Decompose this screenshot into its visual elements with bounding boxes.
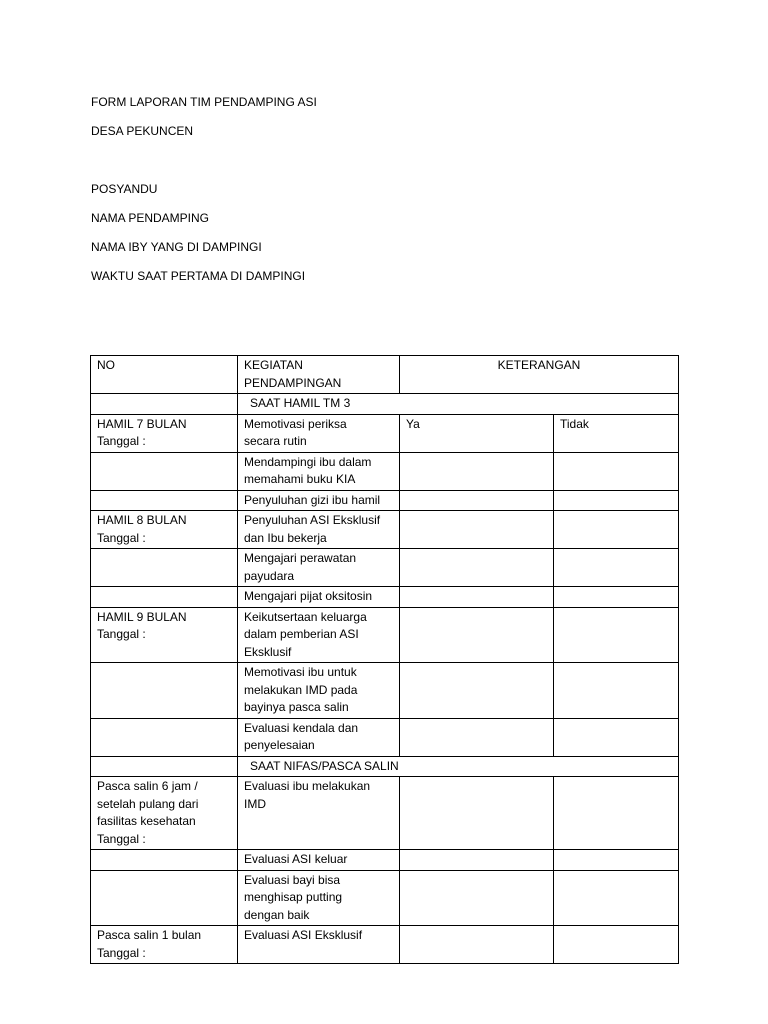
- section-title-nifas: [238, 756, 679, 777]
- mother-name-label: NAMA IBY YANG DI DAMPINGI: [91, 240, 262, 254]
- table-row: [91, 587, 679, 608]
- activity-line: Evaluasi bayi bisa: [244, 872, 341, 887]
- tidak-label: Tidak: [560, 416, 589, 431]
- cell-activity: [238, 718, 400, 756]
- cell-ya[interactable]: [400, 663, 554, 719]
- cell-ya[interactable]: [400, 926, 554, 964]
- cell-activity: [238, 549, 400, 587]
- cell-tidak[interactable]: [554, 490, 679, 511]
- cell-period: [91, 549, 238, 587]
- activity-table-body: [91, 356, 679, 964]
- cell-period: [91, 587, 238, 608]
- activity-line: payudara: [244, 568, 295, 583]
- cell-ya[interactable]: [400, 777, 554, 850]
- cell-period: [91, 511, 238, 549]
- form-title: FORM LAPORAN TIM PENDAMPING ASI: [91, 95, 317, 109]
- period-line: HAMIL 9 BULAN: [97, 609, 187, 624]
- activity-line: Evaluasi ibu melakukan: [244, 779, 371, 793]
- period-line: setelah pulang dari: [97, 796, 199, 811]
- table-row: [91, 777, 679, 850]
- period-line: Pasca salin 1 bulan: [97, 928, 202, 942]
- activity-line: dengan baik: [244, 907, 310, 922]
- cell-activity: [238, 663, 400, 719]
- cell-period: [91, 870, 238, 926]
- cell-activity: [238, 452, 400, 490]
- village-label: DESA PEKUNCEN: [91, 124, 194, 138]
- cell-tidak[interactable]: [554, 870, 679, 926]
- period-line: HAMIL 7 BULAN: [97, 416, 187, 431]
- period-line: Tanggal :: [97, 530, 146, 545]
- activity-line: Mengajari perawatan: [244, 551, 357, 565]
- cell-tidak[interactable]: [554, 511, 679, 549]
- table-row: [91, 414, 679, 452]
- activity-line: dan Ibu bekerja: [244, 530, 327, 545]
- header-kegiatan: [238, 356, 400, 394]
- activity-line: bayinya pasca salin: [244, 700, 349, 714]
- period-line: Pasca salin 6 jam /: [97, 779, 198, 793]
- activity-line: Penyuluhan ASI Eksklusif: [244, 513, 381, 527]
- section-title-text: SAAT HAMIL TM 3: [250, 396, 351, 410]
- cell-period: [91, 414, 238, 452]
- cell-tidak[interactable]: [554, 777, 679, 850]
- cell-ya[interactable]: [400, 414, 554, 452]
- cell-tidak[interactable]: [554, 663, 679, 719]
- cell-activity: [238, 587, 400, 608]
- header-kegiatan-line: PENDAMPINGAN: [244, 375, 342, 390]
- section-spacer: [91, 756, 238, 777]
- activity-line: Memotivasi periksa: [244, 416, 347, 431]
- table-row: [91, 850, 679, 871]
- table-row: [91, 452, 679, 490]
- header-no-text: NO: [97, 358, 115, 372]
- table-row: [91, 926, 679, 964]
- table-row: [91, 511, 679, 549]
- table-header-row: [91, 356, 679, 394]
- table-row: [91, 490, 679, 511]
- cell-period: [91, 718, 238, 756]
- cell-ya[interactable]: [400, 718, 554, 756]
- section-title-text: SAAT NIFAS/PASCA SALIN: [250, 758, 399, 773]
- first-accompanied-time-label: WAKTU SAAT PERTAMA DI DAMPINGI: [91, 269, 306, 283]
- activity-line: Mengajari pijat oksitosin: [244, 589, 373, 603]
- activity-line: Memotivasi ibu untuk: [244, 665, 357, 679]
- cell-ya[interactable]: [400, 511, 554, 549]
- cell-activity: [238, 926, 400, 964]
- section-title-hamil: [238, 394, 679, 415]
- activity-line: secara rutin: [244, 434, 307, 448]
- cell-tidak[interactable]: [554, 607, 679, 663]
- cell-ya[interactable]: [400, 490, 554, 511]
- cell-ya[interactable]: [400, 452, 554, 490]
- cell-ya[interactable]: [400, 587, 554, 608]
- period-line: fasilitas kesehatan: [97, 814, 196, 828]
- period-line: Tanggal :: [97, 831, 146, 846]
- activity-table: [90, 355, 679, 964]
- cell-period: [91, 663, 238, 719]
- table-row: [91, 607, 679, 663]
- period-line: HAMIL 8 BULAN: [97, 513, 187, 527]
- header-kegiatan-line: KEGIATAN: [244, 358, 303, 372]
- cell-period: [91, 926, 238, 964]
- activity-line: Evaluasi kendala dan: [244, 720, 359, 735]
- cell-activity: [238, 607, 400, 663]
- section-row: [91, 394, 679, 415]
- cell-ya[interactable]: [400, 870, 554, 926]
- cell-activity: [238, 777, 400, 850]
- activity-line: IMD: [244, 796, 266, 811]
- header-keterangan: [400, 356, 679, 394]
- cell-period: [91, 777, 238, 850]
- table-row: [91, 663, 679, 719]
- section-row: [91, 756, 679, 777]
- cell-period: [91, 607, 238, 663]
- cell-tidak[interactable]: [554, 452, 679, 490]
- cell-activity: [238, 414, 400, 452]
- activity-line: Mendampingi ibu dalam: [244, 454, 372, 469]
- activity-line: Eksklusif: [244, 644, 292, 659]
- cell-tidak[interactable]: [554, 926, 679, 964]
- table-row: [91, 718, 679, 756]
- activity-line: Evaluasi ASI keluar: [244, 852, 348, 866]
- table-row: [91, 870, 679, 926]
- cell-ya[interactable]: [400, 607, 554, 663]
- period-line: Tanggal :: [97, 434, 146, 448]
- cell-activity: [238, 511, 400, 549]
- activity-line: Evaluasi ASI Eksklusif: [244, 928, 363, 942]
- header-no: [91, 356, 238, 394]
- cell-period: [91, 490, 238, 511]
- cell-tidak[interactable]: [554, 414, 679, 452]
- cell-activity: [238, 850, 400, 871]
- cell-period: [91, 850, 238, 871]
- period-line: Tanggal :: [97, 627, 146, 641]
- activity-line: Penyuluhan gizi ibu hamil: [244, 492, 381, 507]
- header-keterangan-text: KETERANGAN: [497, 358, 581, 372]
- activity-line: Keikutsertaan keluarga: [244, 609, 367, 624]
- cell-tidak[interactable]: [554, 718, 679, 756]
- activity-line: menghisap putting: [244, 890, 343, 904]
- posyandu-label: POSYANDU: [91, 182, 158, 196]
- cell-tidak[interactable]: [554, 549, 679, 587]
- cell-tidak[interactable]: [554, 587, 679, 608]
- cell-tidak[interactable]: [554, 850, 679, 871]
- cell-activity: [238, 870, 400, 926]
- activity-line: memahami buku KIA: [244, 472, 356, 486]
- companion-name-label: NAMA PENDAMPING: [91, 211, 210, 225]
- ya-label: Ya: [406, 416, 420, 431]
- cell-period: [91, 452, 238, 490]
- activity-line: melakukan IMD pada: [244, 682, 358, 697]
- table-row: [91, 549, 679, 587]
- cell-activity: [238, 490, 400, 511]
- activity-line: penyelesaian: [244, 738, 315, 752]
- cell-ya[interactable]: [400, 549, 554, 587]
- activity-line: dalam pemberian ASI: [244, 627, 359, 641]
- period-line: Tanggal :: [97, 945, 146, 960]
- cell-ya[interactable]: [400, 850, 554, 871]
